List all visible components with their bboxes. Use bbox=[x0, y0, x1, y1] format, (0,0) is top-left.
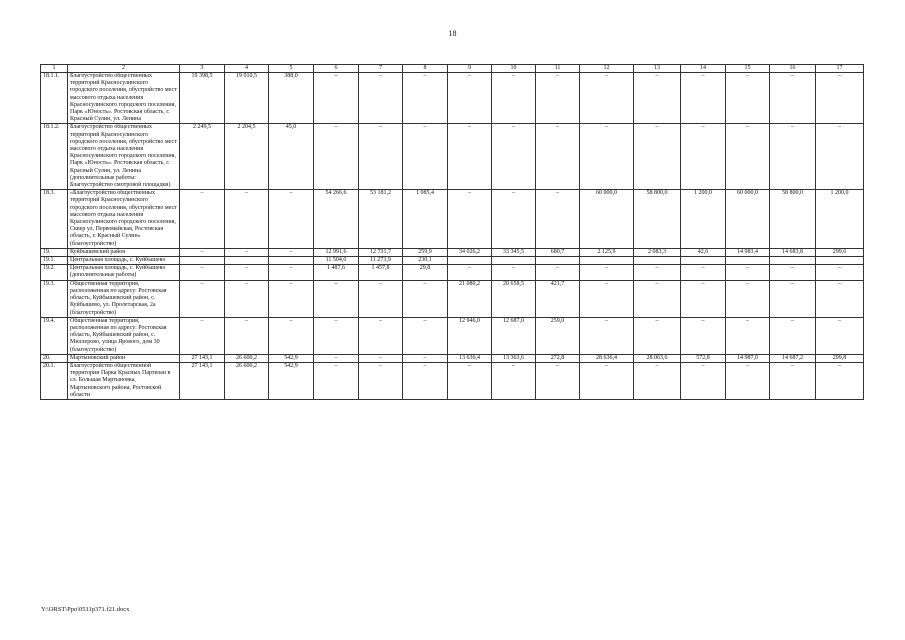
value-cell: 1 200,0 bbox=[816, 190, 864, 249]
column-header-cell: 1 bbox=[41, 65, 68, 73]
column-header-cell: 16 bbox=[770, 65, 816, 73]
value-cell: – bbox=[726, 362, 770, 399]
column-header-cell: 10 bbox=[492, 65, 536, 73]
value-cell: 33 345,5 bbox=[492, 248, 536, 256]
column-header-cell: 9 bbox=[448, 65, 492, 73]
column-header-cell: 3 bbox=[180, 65, 225, 73]
value-cell bbox=[816, 257, 864, 265]
row-description-cell: Благоустройство общественной территории Парка Красных Партизан в сл. Большая Мартыновка, Мартыновского района, Ростовской области bbox=[68, 362, 180, 399]
value-cell: 54 266,6 bbox=[314, 190, 359, 249]
value-cell: – bbox=[314, 280, 359, 317]
value-cell: – bbox=[492, 73, 536, 124]
value-cell: 14 987,0 bbox=[726, 354, 770, 362]
row-number-cell: 19.4. bbox=[41, 317, 68, 354]
value-cell: 13 636,4 bbox=[448, 354, 492, 362]
value-cell: – bbox=[580, 124, 634, 190]
value-cell: – bbox=[448, 190, 492, 249]
value-cell: – bbox=[536, 190, 580, 249]
row-description-cell: Куйбышевский район bbox=[68, 248, 180, 256]
value-cell: 27 143,1 bbox=[180, 354, 225, 362]
value-cell: 14 983,4 bbox=[726, 248, 770, 256]
table-row bbox=[41, 265, 864, 280]
value-cell: 20 658,5 bbox=[492, 280, 536, 317]
value-cell: – bbox=[180, 190, 225, 249]
value-cell: – bbox=[492, 190, 536, 249]
table-row bbox=[41, 354, 864, 362]
table-row bbox=[41, 124, 864, 190]
value-cell: – bbox=[634, 317, 681, 354]
value-cell: – bbox=[492, 124, 536, 190]
value-cell: – bbox=[580, 317, 634, 354]
value-cell: – bbox=[770, 280, 816, 317]
value-cell: 58 800,0 bbox=[770, 190, 816, 249]
value-cell: – bbox=[681, 73, 726, 124]
value-cell: – bbox=[536, 362, 580, 399]
value-cell: 11 273,9 bbox=[359, 257, 403, 265]
value-cell bbox=[726, 257, 770, 265]
table-row bbox=[41, 257, 864, 265]
value-cell: – bbox=[634, 265, 681, 280]
value-cell: 2 249,5 bbox=[180, 124, 225, 190]
value-cell: – bbox=[816, 124, 864, 190]
value-cell: – bbox=[536, 265, 580, 280]
row-number-cell: 19.3. bbox=[41, 280, 68, 317]
value-cell: – bbox=[359, 362, 403, 399]
value-cell: – bbox=[536, 73, 580, 124]
value-cell: 542,9 bbox=[269, 354, 314, 362]
value-cell: – bbox=[681, 124, 726, 190]
value-cell: – bbox=[269, 317, 314, 354]
value-cell: – bbox=[726, 317, 770, 354]
value-cell bbox=[269, 257, 314, 265]
value-cell: – bbox=[403, 354, 448, 362]
value-cell: – bbox=[580, 362, 634, 399]
value-cell: – bbox=[816, 73, 864, 124]
value-cell: 12 731,7 bbox=[359, 248, 403, 256]
value-cell: – bbox=[225, 265, 269, 280]
value-cell: 421,7 bbox=[536, 280, 580, 317]
value-cell: 34 026,2 bbox=[448, 248, 492, 256]
value-cell bbox=[492, 257, 536, 265]
row-number-cell: 20.1. bbox=[41, 362, 68, 399]
table-row bbox=[41, 317, 864, 354]
value-cell: – bbox=[681, 280, 726, 317]
value-cell: – bbox=[314, 73, 359, 124]
value-cell: – bbox=[448, 362, 492, 399]
row-number-cell: 19. bbox=[41, 248, 68, 256]
row-description-cell: Общественная территория, расположенная по адресу: Ростовская область, Куйбышевский район, с. Куйбышево, ул. Пролетарская, 2а (благоустройство) bbox=[68, 280, 180, 317]
table-row bbox=[41, 362, 864, 399]
value-cell: – bbox=[580, 280, 634, 317]
value-cell bbox=[448, 257, 492, 265]
value-cell: 299,6 bbox=[816, 248, 864, 256]
row-number-cell: 18.1.1. bbox=[41, 73, 68, 124]
value-cell: – bbox=[403, 362, 448, 399]
page-number: 18 bbox=[448, 29, 457, 38]
budget-table-container bbox=[40, 64, 863, 400]
value-cell: 28 063,6 bbox=[634, 354, 681, 362]
value-cell: – bbox=[403, 124, 448, 190]
value-cell: – bbox=[359, 124, 403, 190]
value-cell: – bbox=[726, 280, 770, 317]
budget-table bbox=[40, 64, 864, 400]
value-cell: – bbox=[314, 354, 359, 362]
value-cell: 272,8 bbox=[536, 354, 580, 362]
value-cell: – bbox=[403, 317, 448, 354]
value-cell: – bbox=[269, 280, 314, 317]
value-cell: 230,1 bbox=[403, 257, 448, 265]
value-cell: – bbox=[816, 265, 864, 280]
value-cell: – bbox=[726, 265, 770, 280]
column-header-cell: 11 bbox=[536, 65, 580, 73]
value-cell: – bbox=[580, 73, 634, 124]
value-cell: – bbox=[634, 362, 681, 399]
value-cell: 2 204,5 bbox=[225, 124, 269, 190]
value-cell: – bbox=[634, 73, 681, 124]
value-cell: – bbox=[180, 280, 225, 317]
row-description-cell: Центральная площадь, с. Куйбышево (дополнительные работы) bbox=[68, 265, 180, 280]
column-header-cell: 17 bbox=[816, 65, 864, 73]
row-description-cell: «Благоустройство общественных территорий Красносулинского городского поселения, обустройство мест массового отдыха населения Красносулинского городского поселения, Сквер ул. Первомайская, Ростовская область, г. Красный Сулин» (благоустройство) bbox=[68, 190, 180, 249]
value-cell: 53 181,2 bbox=[359, 190, 403, 249]
row-number-cell: 19.1. bbox=[41, 257, 68, 265]
value-cell: 1 085,4 bbox=[403, 190, 448, 249]
row-description-cell: Мартыновский район bbox=[68, 354, 180, 362]
value-cell: – bbox=[770, 265, 816, 280]
column-header-cell: 5 bbox=[269, 65, 314, 73]
value-cell: – bbox=[816, 280, 864, 317]
row-number-cell: 18.1.2. bbox=[41, 124, 68, 190]
value-cell: 26 600,2 bbox=[225, 354, 269, 362]
column-header-cell: 4 bbox=[225, 65, 269, 73]
value-cell: 1 200,0 bbox=[681, 190, 726, 249]
value-cell: 680,7 bbox=[536, 248, 580, 256]
value-cell: 572,8 bbox=[681, 354, 726, 362]
value-cell: – bbox=[269, 265, 314, 280]
value-cell bbox=[180, 257, 225, 265]
value-cell: 1 457,8 bbox=[359, 265, 403, 280]
value-cell: – bbox=[448, 265, 492, 280]
value-cell: 12 687,0 bbox=[492, 317, 536, 354]
row-description-cell: Благоустройство общественных территорий Красносулинского городского поселения, обустройство мест массового отдыха населения Красносулинского городского поселения, Парк «Юность». Ростовская область, г. Красный Сулин, ул. Ленина (дополнительные работы: Благоустройство смотровой площадки) bbox=[68, 124, 180, 190]
value-cell: – bbox=[225, 317, 269, 354]
column-header-cell: 7 bbox=[359, 65, 403, 73]
table-row bbox=[41, 248, 864, 256]
column-header-cell: 12 bbox=[580, 65, 634, 73]
value-cell: 28 636,4 bbox=[580, 354, 634, 362]
value-cell: 60 000,0 bbox=[580, 190, 634, 249]
value-cell: – bbox=[314, 317, 359, 354]
value-cell: 27 143,1 bbox=[180, 362, 225, 399]
value-cell: – bbox=[634, 280, 681, 317]
value-cell: 13 363,6 bbox=[492, 354, 536, 362]
value-cell: 12 991,6 bbox=[314, 248, 359, 256]
row-number-cell: 19.2. bbox=[41, 265, 68, 280]
value-cell: – bbox=[580, 265, 634, 280]
value-cell: 14 683,8 bbox=[770, 248, 816, 256]
value-cell: 11 504,0 bbox=[314, 257, 359, 265]
value-cell: – bbox=[770, 124, 816, 190]
table-row bbox=[41, 280, 864, 317]
value-cell: – bbox=[269, 190, 314, 249]
value-cell: – bbox=[180, 317, 225, 354]
row-description-cell: Благоустройство общественных территорий Красносулинского городского поселения, обустройство мест массового отдыха населения Красносулинского городского поселения, Парк «Юность». Ростовская область, г. Красный Сулин, ул. Ленина bbox=[68, 73, 180, 124]
column-header-cell: 15 bbox=[726, 65, 770, 73]
value-cell: – bbox=[448, 73, 492, 124]
row-description-cell: Центральная площадь, с. Куйбышево bbox=[68, 257, 180, 265]
value-cell: 19 398,5 bbox=[180, 73, 225, 124]
row-description-cell: Общественная территория, расположенная по адресу: Ростовская область, Куйбышевский район, с. Миллерово, улица Ярового, дом 30 (благоустройство) bbox=[68, 317, 180, 354]
value-cell: – bbox=[816, 317, 864, 354]
value-cell: 21 080,2 bbox=[448, 280, 492, 317]
value-cell: 1 487,6 bbox=[314, 265, 359, 280]
value-cell: – bbox=[269, 248, 314, 256]
value-cell: – bbox=[403, 280, 448, 317]
column-header-cell: 2 bbox=[68, 65, 180, 73]
value-cell: – bbox=[359, 73, 403, 124]
value-cell: – bbox=[492, 362, 536, 399]
value-cell bbox=[580, 257, 634, 265]
value-cell: – bbox=[726, 73, 770, 124]
value-cell: 60 000,0 bbox=[726, 190, 770, 249]
value-cell: – bbox=[492, 265, 536, 280]
value-cell: 388,0 bbox=[269, 73, 314, 124]
value-cell: 259,0 bbox=[536, 317, 580, 354]
value-cell bbox=[536, 257, 580, 265]
value-cell: – bbox=[314, 124, 359, 190]
table-row bbox=[41, 73, 864, 124]
value-cell: – bbox=[225, 190, 269, 249]
value-cell: – bbox=[359, 354, 403, 362]
value-cell: 2 083,3 bbox=[634, 248, 681, 256]
value-cell: 29,8 bbox=[403, 265, 448, 280]
value-cell bbox=[681, 257, 726, 265]
column-header-cell: 13 bbox=[634, 65, 681, 73]
value-cell: – bbox=[314, 362, 359, 399]
value-cell: – bbox=[403, 73, 448, 124]
file-path-footer: Y:\ORST\Ppo\0511p371.f21.docx bbox=[41, 606, 130, 613]
table-row bbox=[41, 190, 864, 249]
value-cell: – bbox=[681, 317, 726, 354]
row-number-cell: 20. bbox=[41, 354, 68, 362]
value-cell: – bbox=[359, 280, 403, 317]
value-cell: – bbox=[681, 265, 726, 280]
value-cell: 2 125,9 bbox=[580, 248, 634, 256]
value-cell: 542,9 bbox=[269, 362, 314, 399]
value-cell: – bbox=[726, 124, 770, 190]
value-cell bbox=[634, 257, 681, 265]
value-cell: 259,9 bbox=[403, 248, 448, 256]
value-cell: – bbox=[225, 248, 269, 256]
value-cell: 12 946,0 bbox=[448, 317, 492, 354]
value-cell bbox=[225, 257, 269, 265]
value-cell: – bbox=[448, 124, 492, 190]
value-cell: 299,8 bbox=[816, 354, 864, 362]
value-cell: – bbox=[359, 317, 403, 354]
value-cell: – bbox=[225, 280, 269, 317]
column-header-cell: 14 bbox=[681, 65, 726, 73]
value-cell: – bbox=[770, 362, 816, 399]
value-cell: – bbox=[770, 317, 816, 354]
value-cell: 14 687,2 bbox=[770, 354, 816, 362]
column-number-header-row bbox=[41, 65, 864, 73]
row-number-cell: 18.3. bbox=[41, 190, 68, 249]
value-cell: 58 800,0 bbox=[634, 190, 681, 249]
value-cell: – bbox=[634, 124, 681, 190]
value-cell bbox=[770, 257, 816, 265]
value-cell: – bbox=[180, 265, 225, 280]
value-cell: 26 600,2 bbox=[225, 362, 269, 399]
value-cell: – bbox=[536, 124, 580, 190]
value-cell: 42,6 bbox=[681, 248, 726, 256]
value-cell: – bbox=[770, 73, 816, 124]
value-cell: – bbox=[816, 362, 864, 399]
value-cell: – bbox=[180, 248, 225, 256]
column-header-cell: 6 bbox=[314, 65, 359, 73]
value-cell: 45,0 bbox=[269, 124, 314, 190]
column-header-cell: 8 bbox=[403, 65, 448, 73]
value-cell: 19 010,5 bbox=[225, 73, 269, 124]
value-cell: – bbox=[681, 362, 726, 399]
